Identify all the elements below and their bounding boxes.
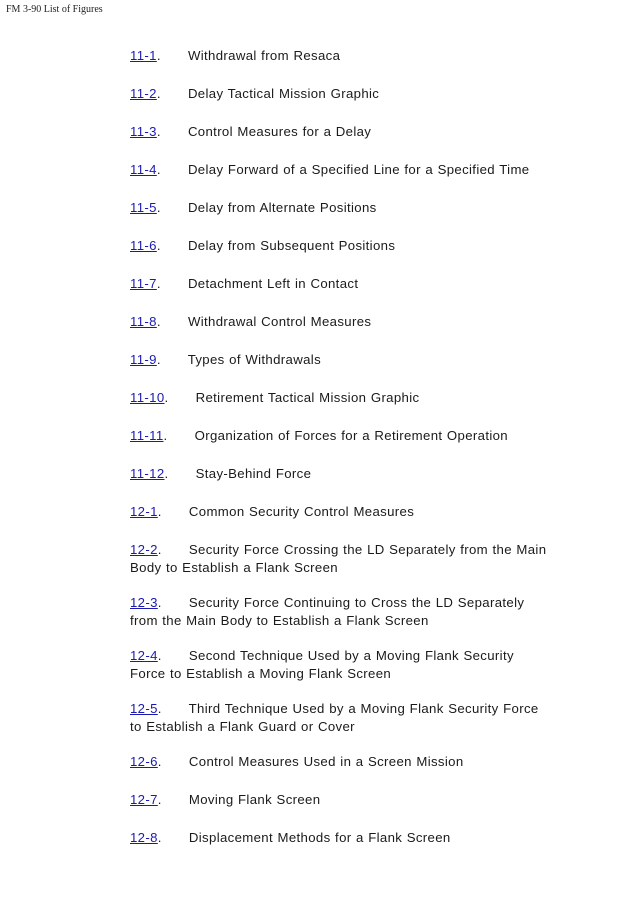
figure-separator: . [157, 504, 189, 519]
figure-separator: . [156, 352, 188, 367]
figure-link[interactable]: 11-2 [130, 86, 157, 101]
figure-link[interactable]: 11-4 [130, 162, 157, 177]
figure-separator: . [156, 238, 188, 253]
figure-link[interactable]: 11-12 [130, 466, 165, 481]
figure-separator: . [156, 276, 188, 291]
figure-list-item [130, 161, 550, 179]
figure-title: Second Technique Used by a Moving Flank Security Force to Establish a Moving Flank Screen [130, 648, 514, 681]
figure-list-item [130, 829, 550, 847]
figure-list-item [130, 791, 550, 809]
figure-title: Displacement Methods for a Flank Screen [188, 830, 451, 845]
figure-separator: . [156, 48, 188, 63]
figure-separator: . [157, 648, 189, 663]
figure-title: Delay Forward of a Specified Line for a Specified Time [187, 162, 530, 177]
figure-title: Organization of Forces for a Retirement Operation [194, 428, 508, 443]
figure-list-item [130, 275, 550, 293]
figure-list-item [130, 647, 550, 682]
figure-title: Withdrawal from Resaca [187, 48, 341, 63]
figure-title: Stay-Behind Force [195, 466, 312, 481]
figure-title: Security Force Crossing the LD Separately from the Main Body to Establish a Flank Screen [130, 542, 547, 575]
figure-title: Retirement Tactical Mission Graphic [195, 390, 420, 405]
figure-link[interactable]: 11-8 [130, 314, 157, 329]
figure-list-item [130, 47, 550, 65]
figure-title: Third Technique Used by a Moving Flank Security Force to Establish a Flank Guard or Cover [130, 701, 539, 734]
figure-list-item [130, 85, 550, 103]
figure-separator: . [156, 200, 188, 215]
figure-title: Delay Tactical Mission Graphic [187, 86, 380, 101]
figure-title: Moving Flank Screen [188, 792, 321, 807]
figure-list-item [130, 237, 550, 255]
figure-title: Detachment Left in Contact [187, 276, 359, 291]
figure-list-item [130, 123, 550, 141]
figure-separator: . [156, 162, 188, 177]
figure-link[interactable]: 12-4 [130, 648, 158, 663]
figure-title: Control Measures Used in a Screen Mission [188, 754, 464, 769]
figure-list-item [130, 594, 550, 629]
figure-link[interactable]: 12-3 [130, 595, 158, 610]
figure-link[interactable]: 11-5 [130, 200, 157, 215]
figure-separator: . [156, 314, 188, 329]
page-header-title: FM 3-90 List of Figures [6, 4, 103, 15]
figure-link[interactable]: 11-7 [130, 276, 157, 291]
figure-separator: . [156, 124, 188, 139]
figure-list-item [130, 753, 550, 771]
figure-separator: . [164, 390, 196, 405]
figure-title: Types of Withdrawals [187, 352, 322, 367]
figure-link[interactable]: 11-11 [130, 428, 164, 443]
figure-title: Withdrawal Control Measures [187, 314, 372, 329]
figure-separator: . [163, 428, 195, 443]
figure-separator: . [164, 466, 196, 481]
figure-title: Delay from Alternate Positions [187, 200, 377, 215]
figure-list-item [130, 313, 550, 331]
figure-title: Security Force Continuing to Cross the LD Separately from the Main Body to Establish a Flank Screen [130, 595, 525, 628]
figure-link[interactable]: 12-7 [130, 792, 158, 807]
figure-title: Delay from Subsequent Positions [187, 238, 396, 253]
figure-separator: . [156, 86, 188, 101]
figure-list-item [130, 541, 550, 576]
figure-link[interactable]: 11-1 [130, 48, 157, 63]
figure-separator: . [157, 701, 189, 716]
figure-link[interactable]: 12-1 [130, 504, 158, 519]
figure-list-item [130, 351, 550, 369]
figure-separator: . [157, 542, 189, 557]
figure-title: Common Security Control Measures [188, 504, 415, 519]
figure-link[interactable]: 11-3 [130, 124, 157, 139]
figure-separator: . [157, 792, 189, 807]
figure-separator: . [157, 754, 189, 769]
figure-link[interactable]: 12-2 [130, 542, 158, 557]
figure-link[interactable]: 12-6 [130, 754, 158, 769]
figure-link[interactable]: 12-5 [130, 701, 158, 716]
figure-list-item [130, 465, 550, 483]
figure-separator: . [157, 830, 189, 845]
figure-list-item [130, 427, 550, 445]
figure-title: Control Measures for a Delay [187, 124, 372, 139]
figure-list-item [130, 389, 550, 407]
figure-link[interactable]: 11-9 [130, 352, 157, 367]
figure-list-item [130, 700, 550, 735]
figure-separator: . [157, 595, 189, 610]
figure-link[interactable]: 11-10 [130, 390, 165, 405]
figure-link[interactable]: 12-8 [130, 830, 158, 845]
figure-link[interactable]: 11-6 [130, 238, 157, 253]
figure-list-item [130, 503, 550, 521]
figure-list-item [130, 199, 550, 217]
